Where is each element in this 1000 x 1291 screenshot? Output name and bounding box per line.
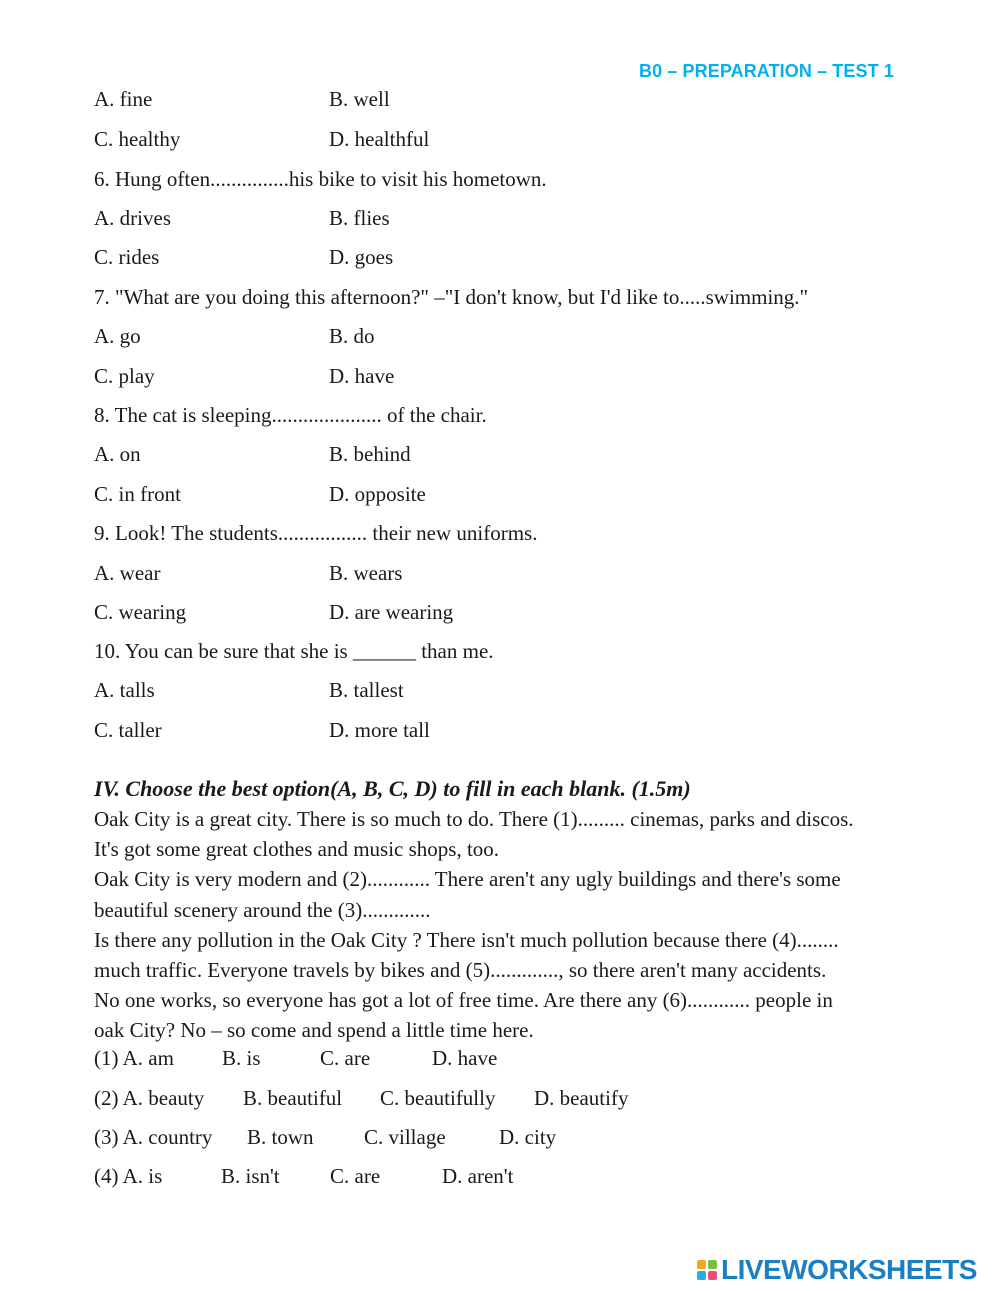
blank2-option-b[interactable]: B. beautiful [243, 1086, 343, 1110]
passage-line: Oak City is a great city. There is so much to do. There (1)......... cinemas, parks and discos. [94, 807, 854, 831]
q5-option-a[interactable]: A. fine [94, 87, 153, 111]
q10-option-d[interactable]: D. more tall [329, 718, 430, 742]
q10-question: 10. You can be sure that she is ______ than me. [94, 639, 494, 663]
q7-option-b[interactable]: B. do [329, 324, 375, 348]
q6-option-d[interactable]: D. goes [329, 245, 394, 269]
q9-question: 9. Look! The students................. their new uniforms. [94, 521, 538, 545]
q6-option-c[interactable]: C. rides [94, 245, 160, 269]
q6-question: 6. Hung often...............his bike to visit his hometown. [94, 167, 547, 191]
logo-square [708, 1260, 717, 1269]
passage-line: It's got some great clothes and music shops, too. [94, 837, 500, 862]
blank1-option-b[interactable]: B. is [222, 1046, 261, 1070]
q5-option-c[interactable]: C. healthy [94, 127, 181, 151]
passage-line: oak City? No – so come and spend a little time here. [94, 1018, 534, 1043]
q10-option-a[interactable]: A. talls [94, 678, 155, 702]
q5-option-b[interactable]: B. well [329, 87, 390, 111]
q8-option-b[interactable]: B. behind [329, 442, 411, 466]
passage-line: No one works, so everyone has got a lot of free time. Are there any (6)............ people in [94, 988, 833, 1013]
q7-option-d[interactable]: D. have [329, 364, 395, 388]
blank2-option-d[interactable]: D. beautify [534, 1086, 629, 1110]
blank2-option-c[interactable]: C. beautifully [380, 1086, 496, 1110]
passage-line: Is there any pollution in the Oak City ? There isn't much pollution because there (4)........ [94, 927, 839, 952]
q5-option-d[interactable]: D. healthful [329, 127, 430, 151]
logo-text: LIVEWORKSHEETS [721, 1254, 977, 1285]
logo-square [708, 1271, 717, 1280]
passage-line: beautiful scenery around the (3)............. [94, 897, 431, 922]
blank4-option-a[interactable]: (4) A. is [94, 1164, 163, 1188]
logo-squares-icon [697, 1260, 717, 1280]
q10-option-c[interactable]: C. taller [94, 718, 162, 742]
q7-question: 7. "What are you doing this afternoon?" –"I don't know, but I'd like to.....swimming." [94, 285, 809, 309]
q10-option-b[interactable]: B. tallest [329, 678, 404, 702]
q6-option-b[interactable]: B. flies [329, 206, 390, 230]
q7-option-a[interactable]: A. go [94, 324, 141, 348]
q8-option-c[interactable]: C. in front [94, 482, 181, 506]
q9-option-c[interactable]: C. wearing [94, 600, 187, 624]
page-header-title: B0 – PREPARATION – TEST 1 [639, 61, 894, 81]
q8-option-a[interactable]: A. on [94, 442, 141, 466]
blank4-option-c[interactable]: C. are [330, 1164, 381, 1188]
passage-line: Oak City is very modern and (2)............ There aren't any ugly buildings and there's some [94, 867, 841, 892]
q9-option-a[interactable]: A. wear [94, 561, 161, 585]
blank2-option-a[interactable]: (2) A. beauty [94, 1086, 205, 1110]
q8-question: 8. The cat is sleeping..................... of the chair. [94, 403, 487, 427]
section-iv-title: IV. Choose the best option(A, B, C, D) to fill in each blank. (1.5m) [94, 776, 691, 801]
blank1-option-c[interactable]: C. are [320, 1046, 371, 1070]
logo-square [697, 1271, 706, 1280]
q7-option-c[interactable]: C. play [94, 364, 155, 388]
q9-option-b[interactable]: B. wears [329, 561, 403, 585]
blank4-option-b[interactable]: B. isn't [221, 1164, 280, 1188]
blank3-option-a[interactable]: (3) A. country [94, 1125, 213, 1149]
liveworksheets-logo[interactable] [697, 1255, 977, 1285]
blank1-option-d[interactable]: D. have [432, 1046, 498, 1070]
blank3-option-b[interactable]: B. town [247, 1125, 314, 1149]
blank1-option-a[interactable]: (1) A. am [94, 1046, 174, 1070]
q8-option-d[interactable]: D. opposite [329, 482, 426, 506]
q6-option-a[interactable]: A. drives [94, 206, 171, 230]
passage-line: much traffic. Everyone travels by bikes and (5)............., so there aren't many accidents. [94, 958, 827, 983]
blank3-option-c[interactable]: C. village [364, 1125, 446, 1149]
blank3-option-d[interactable]: D. city [499, 1125, 557, 1149]
blank4-option-d[interactable]: D. aren't [442, 1164, 514, 1188]
logo-square [697, 1260, 706, 1269]
q9-option-d[interactable]: D. are wearing [329, 600, 454, 624]
reading-passage [94, 804, 914, 1046]
